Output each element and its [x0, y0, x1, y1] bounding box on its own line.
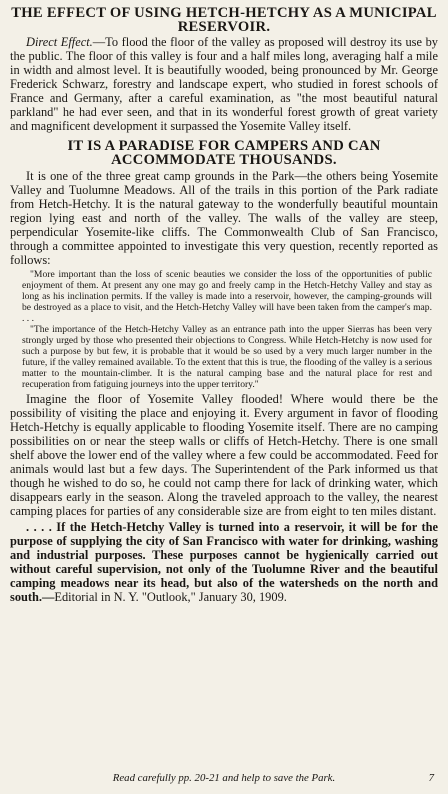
direct-effect-lead: Direct Effect.: [26, 35, 93, 49]
page-number: 7: [428, 772, 434, 784]
imagine-paragraph: Imagine the floor of Yosemite Valley flooded! Where would there be the possibility of visiting the place and enjoying it. Every argument in favor of flooding Hetch-Hetchy is equally applicable to flooding Yosemite itself. There are no camping possibilities on or near the steep walls or cliffs of Hetch-Hetchy. There is one small shelf above the lower end of the valley where a few could be accommodated. Feed for animals would last but a few days. The Superintendent of the Park informed us that though he wished to do so, he could not camp there for lack of drinking water, which disappears early in the season. Along the traveled approach to the valley, the nearest camping places for parties of any considerable size are from eight to ten miles distant.: [10, 392, 438, 518]
direct-effect-text: —To flood the floor of the valley as proposed will destroy its use by the public. The floor of this valley is four and a half miles long, averaging half a mile in width and almost level. It is beautifully wooded, being pronounced by Mr. George Frederick Schwarz, forestry and landscape expert, who studied in forest schools of France and Germany, after a careful examination, as "the most beautiful natural parkland" he had ever seen, and that in its wonderful forest growth of great variety and magnificent development it surpassed the Yosemite Valley itself.: [10, 35, 438, 133]
paradise-paragraph: It is one of the three great camp grounds in the Park—the others being Yosemite Valley and Tuolumne Meadows. All of the trails in this portion of the Park radiate from Hetch-Hetchy. It is the natural gateway to the wonderfully beautiful mountain region lying east and north of the valley. The walls of the valley are steep, perpendicular Yosemite-like cliffs. The Commonwealth Club of San Francisco, through a committee appointed to investigate this very question, recently reported as follows:: [10, 169, 438, 267]
heading-effect-of-reservoir: THE EFFECT OF USING HETCH-HETCHY AS A MUNICIPAL RESERVOIR.: [11, 5, 437, 35]
editorial-source: Editorial in N. Y. "Outlook," January 30, 1909.: [54, 590, 287, 604]
footer-note: Read carefully pp. 20-21 and help to save the Park.: [112, 772, 336, 784]
heading-paradise-for-campers: IT IS A PARADISE FOR CAMPERS AND CAN ACCOMMODATE THOUSANDS.: [67, 138, 381, 168]
commonwealth-club-quote: [22, 269, 432, 390]
quote-paragraph-2: "The importance of the Hetch-Hetchy Valley as an entrance path into the upper Sierras has been very strongly urged by those who presented their objections to Congress. While Hetch-Hetchy is now used for such a purpose by but few, it is probable that it would be so used by a very much larger number in the future, if the valley remained available. To the extent that this is true, the flooding of the valley is a serious matter to the mountain-climber. It is the natural camping base and the natural place for rest and recuperation from fatiguing journeys into the upper territory.": [22, 324, 432, 390]
direct-effect-paragraph: [10, 35, 438, 133]
editorial-paragraph: [10, 520, 438, 604]
quote-paragraph-1: "More important than the loss of scenic beauties we consider the loss of the opportunities of public enjoyment of them. At present any one may go and freely camp in the Hetch-Hetchy Valley and stay as long as his inclination permits. If the valley is made into a reservoir, however, the camping-grounds will be destroyed as a place to visit, and the Hetch-Hetchy Valley will have been taken from the camper's map. . . .: [22, 269, 432, 324]
editorial-bold-text: . . . . If the Hetch-Hetchy Valley is turned into a reservoir, it will be for the purpose of supplying the city of San Francisco with water for drinking, washing and industrial purposes. These purposes cannot be hygienically carried out without careful supervision, not only of the Tuolumne River and the beautiful camping meadows near its head, but also of the watersheds on the north and south.—: [10, 520, 438, 604]
